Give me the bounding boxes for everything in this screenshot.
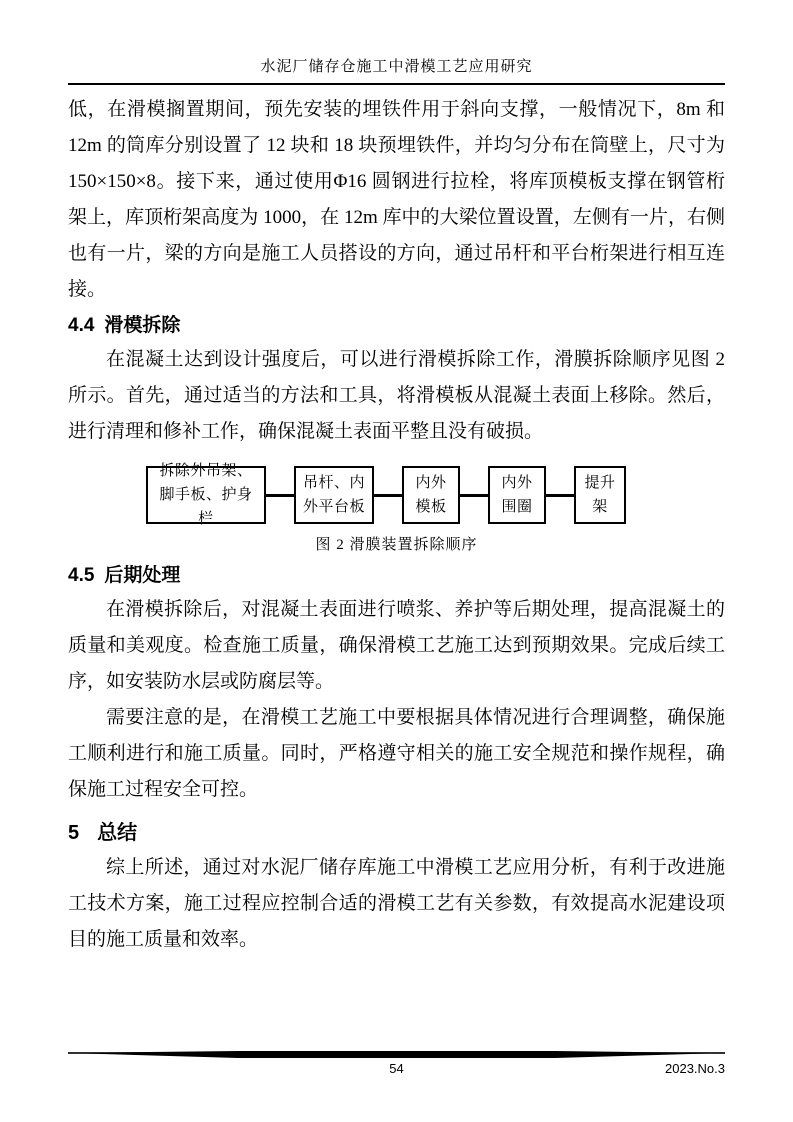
issue-number: 2023.No.3 [665, 1061, 725, 1076]
section-heading-5 [68, 816, 725, 850]
section-heading-4-5 [68, 560, 725, 592]
connector-line [374, 494, 402, 497]
flow-box-dismantle-hangers: 拆除外吊架、脚手板、护身栏 [146, 466, 266, 524]
section-number: 4.5 [68, 565, 95, 586]
page-footer [68, 1050, 725, 1076]
section-number: 5 [68, 822, 80, 844]
footer-decorative-rule [68, 1050, 725, 1059]
section-heading-4-4 [68, 310, 725, 342]
flow-box-hoops: 内外围圈 [488, 466, 546, 524]
figure-caption: 图 2 滑膜装置拆除顺序 [315, 537, 478, 553]
page-header [68, 56, 725, 85]
connector-line [460, 494, 488, 497]
connector-line [266, 494, 294, 497]
section-title: 滑模拆除 [104, 315, 181, 336]
section-title: 后期处理 [104, 565, 181, 586]
paragraph-section-5: 综上所述，通过对水泥厂储存库施工中滑模工艺应用分析，有利于改进施工技术方案，施工过程应控制合适的滑模工艺有关参数，有效提高水泥建设项目的施工质量和效率。 [68, 857, 725, 950]
running-head-title: 水泥厂储存仓施工中滑模工艺应用研究 [260, 59, 533, 75]
page-number: 54 [389, 1061, 404, 1076]
figure-2 [68, 463, 725, 556]
flow-box-lifting-frame: 提升架 [574, 466, 626, 524]
section-title: 总结 [97, 822, 138, 844]
paragraph-section-4-5-a: 在滑模拆除后，对混凝土表面进行喷浆、养护等后期处理，提高混凝土的质量和美观度。检查施工质量，确保滑模工艺施工达到预期效果。完成后续工序，如安装防水层或防腐层等。 [68, 599, 725, 692]
flow-box-platform-boards: 吊杆、内外平台板 [294, 466, 374, 524]
paragraph-section-4-4: 在混凝土达到设计强度后，可以进行滑模拆除工作，滑膜拆除顺序见图 2 所示。首先，通过适当的方法和工具，将滑模板从混凝土表面上移除。然后，进行清理和修补工作，确保混凝土表面平整且没有破损。 [68, 349, 725, 442]
section-number: 4.4 [68, 315, 95, 336]
flow-box-formwork: 内外模板 [402, 466, 460, 524]
connector-line [546, 494, 574, 497]
paragraph-continuation: 低，在滑模搁置期间，预先安装的埋铁件用于斜向支撑，一般情况下，8m 和 12m 的筒库分别设置了 12 块和 18 块预埋铁件，并均匀分布在筒壁上，尺寸为 150×150×8。接下来，通过使用Φ16 圆钢进行拉栓，将库顶模板支撑在钢管桁架上，库顶桁架高度为 1000，在 12m 库中的大梁位置设置，左侧有一片，右侧也有一片，梁的方向是施工人员搭设的方向，通过吊杆和平台桁架进行相互连接。 [68, 99, 725, 300]
flowchart [146, 463, 725, 527]
paragraph-section-4-5-b: 需要注意的是，在滑模工艺施工中要根据具体情况进行合理调整，确保施工顺利进行和施工质量。同时，严格遵守相关的施工安全规范和操作规程，确保施工过程安全可控。 [68, 707, 725, 800]
